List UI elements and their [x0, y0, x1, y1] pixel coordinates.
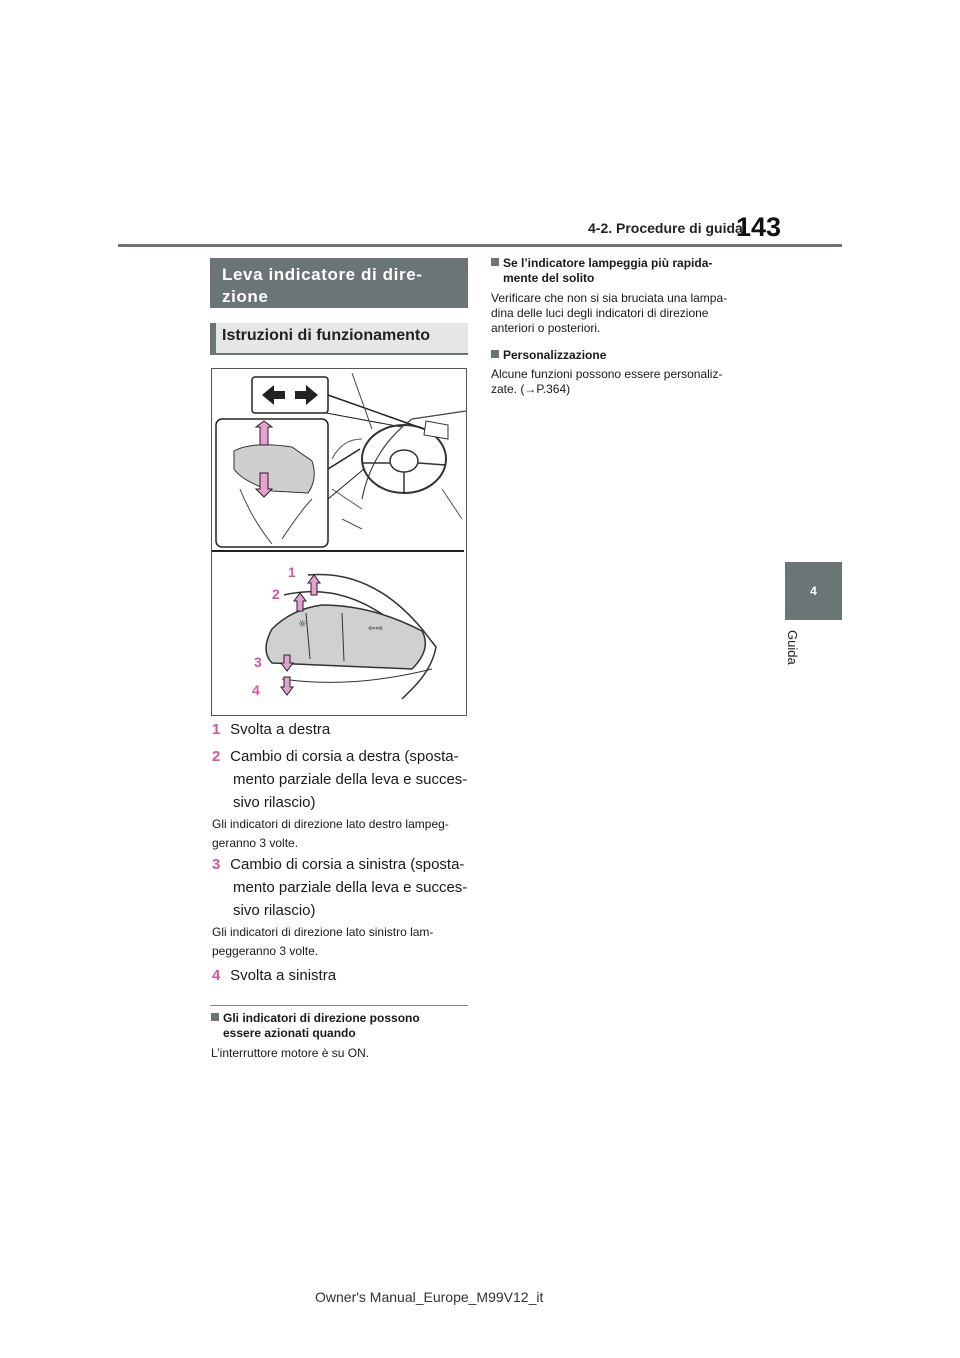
square-bullet-icon: [211, 1013, 219, 1021]
illustration-svg: [212, 369, 466, 715]
customization-text-line2: zate. (→P.364): [491, 382, 571, 396]
callout-2: 2: [272, 586, 280, 602]
customization-text: [491, 367, 722, 397]
customization-heading: [491, 348, 606, 363]
step-2-line3: sivo rilascio): [233, 794, 316, 811]
fast-blink-text: [491, 291, 727, 336]
operating-condition-text: L’interruttore motore è su ON.: [211, 1046, 370, 1060]
chapter-label: [786, 630, 802, 690]
step-3-note: [212, 923, 433, 961]
square-bullet-icon: [491, 258, 499, 266]
subsection-rule: [210, 353, 468, 355]
fast-blink-text-line1: Verificare che non si sia bruciata una lampa-: [491, 291, 728, 305]
step-4-number: 4: [212, 967, 221, 984]
callout-1: 1: [288, 564, 296, 580]
customization-text-line1: Alcune funzioni possono essere personaliz-: [491, 367, 723, 381]
step-3-line2: mento parziale della leva e succes-: [233, 879, 468, 896]
step-3-note-line2: peggeranno 3 volte.: [212, 944, 319, 958]
step-2-note-line1: Gli indicatori di direzione lato destro lampeg-: [212, 817, 449, 831]
square-bullet-icon: [491, 350, 499, 358]
operating-condition-heading-line2: essere azionati quando: [223, 1026, 356, 1040]
footer-text: Owner's Manual_Europe_M99V12_it: [315, 1289, 544, 1305]
callout-4: 4: [252, 682, 260, 698]
section-title-line2: zione: [222, 287, 269, 306]
note-divider: [210, 1005, 468, 1006]
step-2: [212, 745, 472, 814]
step-2-note: [212, 815, 449, 853]
customization-heading-text: Personalizzazione: [503, 348, 607, 362]
step-3-note-line1: Gli indicatori di direzione lato sinistro lam-: [212, 925, 434, 939]
section-title-line1: Leva indicatore di dire-: [222, 265, 423, 284]
svg-text:☼: ☼: [298, 619, 307, 630]
fast-blink-text-line3: anteriori o posteriori.: [491, 321, 601, 335]
step-3: [212, 853, 472, 922]
fast-blink-heading-line1: Se l’indicatore lampeggia più rapida-: [503, 256, 713, 270]
operating-condition-heading: [211, 1011, 420, 1041]
step-2-number: 2: [212, 748, 221, 765]
step-2-line1: Cambio di corsia a destra (sposta-: [230, 748, 459, 765]
svg-text:⇦⇨: ⇦⇨: [368, 624, 384, 634]
step-3-line3: sivo rilascio): [233, 902, 316, 919]
step-2-note-line2: geranno 3 volte.: [212, 836, 299, 850]
turn-signal-lever-illustration: [211, 368, 467, 716]
fast-blink-heading: [491, 256, 712, 286]
fast-blink-heading-line2: mente del solito: [503, 271, 595, 285]
step-4-text: Svolta a sinistra: [230, 967, 337, 984]
step-3-number: 3: [212, 856, 221, 873]
step-3-line1: Cambio di corsia a sinistra (sposta-: [230, 856, 465, 873]
subsection-title: [210, 323, 468, 353]
step-4: [212, 964, 336, 987]
fast-blink-text-line2: dina delle luci degli indicatori di direzione: [491, 306, 709, 320]
step-2-line2: mento parziale della leva e succes-: [233, 771, 468, 788]
chapter-tab: [785, 562, 842, 620]
chapter-number: 4: [810, 584, 817, 598]
step-1-text: Svolta a destra: [230, 721, 331, 738]
section-header: 4-2. Procedure di guida: [588, 220, 743, 236]
section-title: [210, 258, 468, 308]
step-1: [212, 718, 330, 741]
header-rule: [118, 244, 842, 247]
chapter-label-text: Guida: [785, 630, 800, 665]
subsection-title-text: Istruzioni di funzionamento: [222, 327, 430, 344]
step-1-number: 1: [212, 721, 221, 738]
page-number: 143: [736, 212, 782, 242]
operating-condition-heading-line1: Gli indicatori di direzione possono: [223, 1011, 420, 1025]
callout-3: 3: [254, 654, 262, 670]
